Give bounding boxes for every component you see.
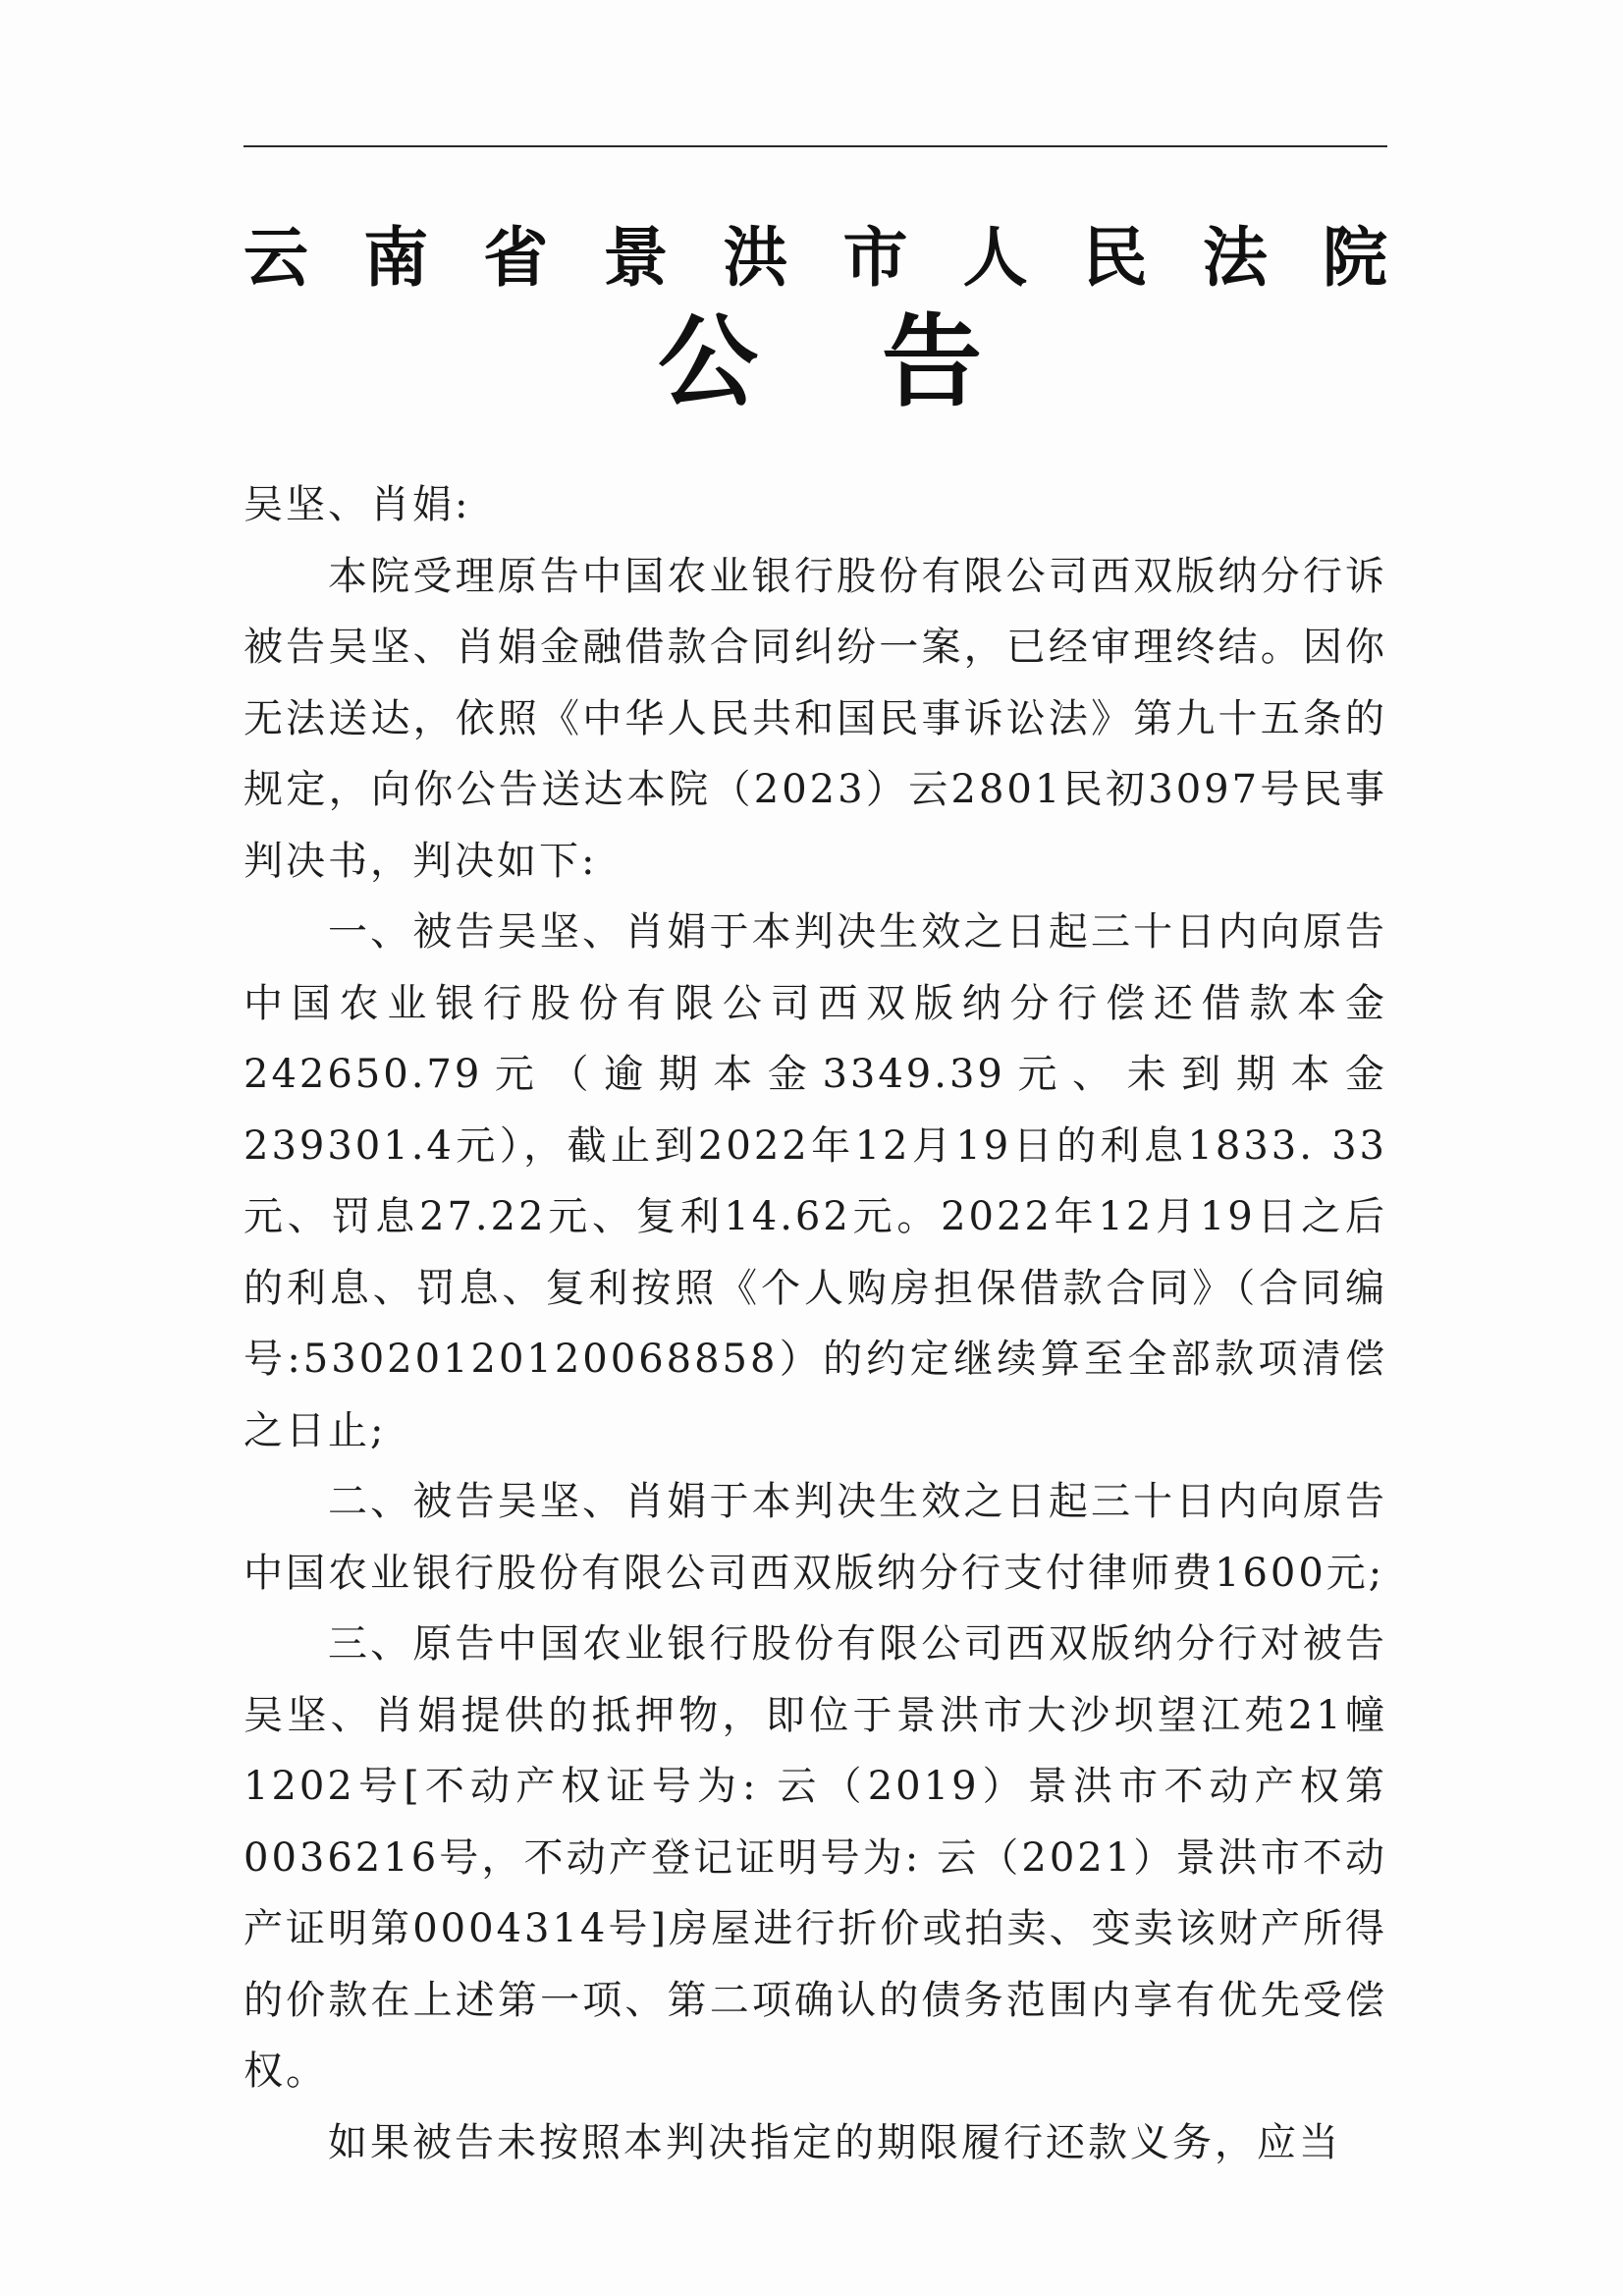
paragraph-judgment-item-2: 二、被告吴坚、肖娟于本判决生效之日起三十日内向原告中国农业银行股份有限公司西双版纳分行支付律师费1600元;: [243, 1479, 1387, 1596]
paragraph-judgment-item-1: 一、被告吴坚、肖娟于本判决生效之日起三十日内向原告中国农业银行股份有限公司西双版纳分行偿还借款本金242650.79元（逾期本金3349.39元、未到期本金239301.4元），截止到2022年12月19日的利息1833. 33元、罚息27.22元、复利14.62元。2022年12月19日之后的利息、罚息、复利按照《个人购房担保借款合同》（合同编号:53020120120068858）的约定继续算至全部款项清偿之日止;: [243, 909, 1387, 1453]
paragraph-judgment-item-3: 三、原告中国农业银行股份有限公司西双版纳分行对被告吴坚、肖娟提供的抵押物，即位于景洪市大沙坝望江苑21幢1202号[不动产权证号为: 云（2019）景洪市不动产权第0036216号，不动产登记证明号为: 云（2021）景洪市不动产证明第0004314号]房屋进行折价或拍卖、变卖该财产所得的价款在上述第一项、第二项确认的债务范围内享有优先受偿权。: [243, 1621, 1387, 2094]
salutation: 吴坚、肖娟:: [243, 482, 471, 527]
header-rule: [243, 145, 1387, 147]
document-title: 公告: [658, 304, 982, 421]
paragraph-closing: 如果被告未按照本判决指定的期限履行还款义务，应当: [328, 2119, 1341, 2165]
paragraph-intro: 本院受理原告中国农业银行股份有限公司西双版纳分行诉被告吴坚、肖娟金融借款合同纠纷一案，已经审理终结。因你无法送达，依照《中华人民共和国民事诉讼法》第九十五条的规定，向你公告送达本院（2023）云2801民初3097号民事判决书，判决如下:: [243, 553, 1387, 884]
notice-body: [243, 469, 1387, 2178]
court-name: 云南省景洪市人民法院: [243, 220, 1387, 296]
